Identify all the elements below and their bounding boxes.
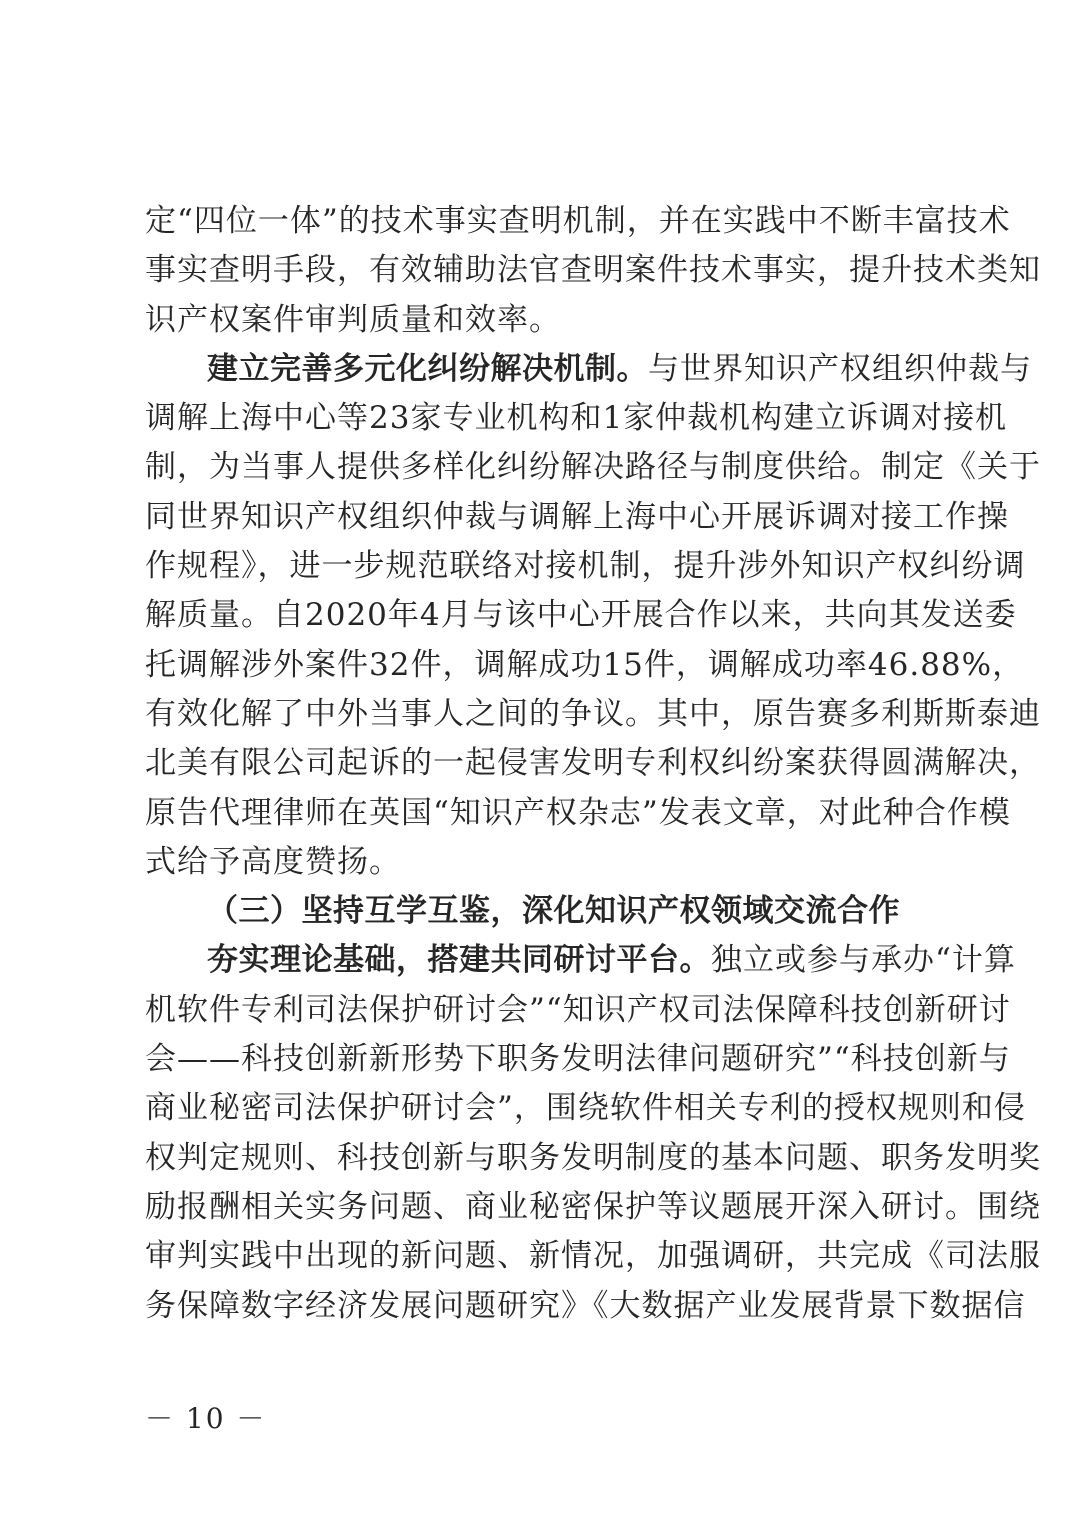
paragraph-lead-bold: 建立完善多元化纠纷解决机制。 xyxy=(207,350,648,387)
paragraph-first-line xyxy=(145,345,1032,394)
text-line: 审判实践中出现的新问题、新情况，加强调研，共完成《司法服 xyxy=(145,1238,1041,1275)
text-line: 商业秘密司法保护研讨会”，围绕软件相关专利的授权规则和侵 xyxy=(145,1090,1026,1127)
text-line: 调解上海中心等23家专业机构和1家仲裁机构建立诉调对接机 xyxy=(145,400,1008,437)
text-line: 务保障数字经济发展问题研究》《大数据产业发展背景下数据信 xyxy=(145,1287,1026,1324)
text-line: 原告代理律师在英国“知识产权杂志”发表文章，对此种合作模 xyxy=(145,794,1011,831)
paragraph-lead-bold: 夯实理论基础，搭建共同研讨平台。 xyxy=(207,942,711,979)
section-heading: （三）坚持互学互鉴，深化知识产权领域交流合作 xyxy=(207,893,900,930)
text-line: 解质量。自2020年4月与该中心开展合作以来，共向其发送委 xyxy=(145,597,1017,634)
text-line: 会——科技创新新形势下职务发明法律问题研究”“科技创新与 xyxy=(145,1041,1011,1078)
text-line: 制，为当事人提供多样化纠纷解决路径与制度供给。制定《关于 xyxy=(145,449,1041,486)
text-line: 北美有限公司起诉的一起侵害发明专利权纠纷案获得圆满解决， xyxy=(145,745,1041,782)
text-line: 托调解涉外案件32件，调解成功15件，调解成功率46.88%， xyxy=(145,646,1025,683)
text-line: 权判定规则、科技创新与职务发明制度的基本问题、职务发明奖 xyxy=(145,1139,1041,1176)
paragraph-first-line-rest: 与世界知识产权组织仲裁与 xyxy=(648,350,1032,387)
text-line: 作规程》，进一步规范联络对接机制，提升涉外知识产权纠纷调 xyxy=(145,548,1026,585)
body-text xyxy=(145,197,1041,1331)
text-line: 识产权案件审判质量和效率。 xyxy=(145,301,561,338)
text-line: 事实查明手段，有效辅助法官查明案件技术事实，提升技术类知 xyxy=(145,252,1041,289)
paragraph-first-line xyxy=(145,936,1016,985)
text-line: 机软件专利司法保护研讨会”“知识产权司法保障科技创新研讨 xyxy=(145,991,1011,1028)
text-line: 式给予高度赞扬。 xyxy=(145,843,401,880)
text-line: 同世界知识产权组织仲裁与调解上海中心开展诉调对接工作操 xyxy=(145,498,1009,535)
page-number: － 10 － xyxy=(145,1402,267,1435)
paragraph-first-line-rest: 独立或参与承办“计算 xyxy=(711,942,1016,979)
text-line: 定“四位一体”的技术事实查明机制，并在实践中不断丰富技术 xyxy=(145,203,1011,239)
text-line: 励报酬相关实务问题、商业秘密保护等议题展开深入研讨。围绕 xyxy=(145,1188,1041,1225)
text-line: 有效化解了中外当事人之间的争议。其中，原告赛多利斯斯泰迪 xyxy=(145,695,1041,732)
